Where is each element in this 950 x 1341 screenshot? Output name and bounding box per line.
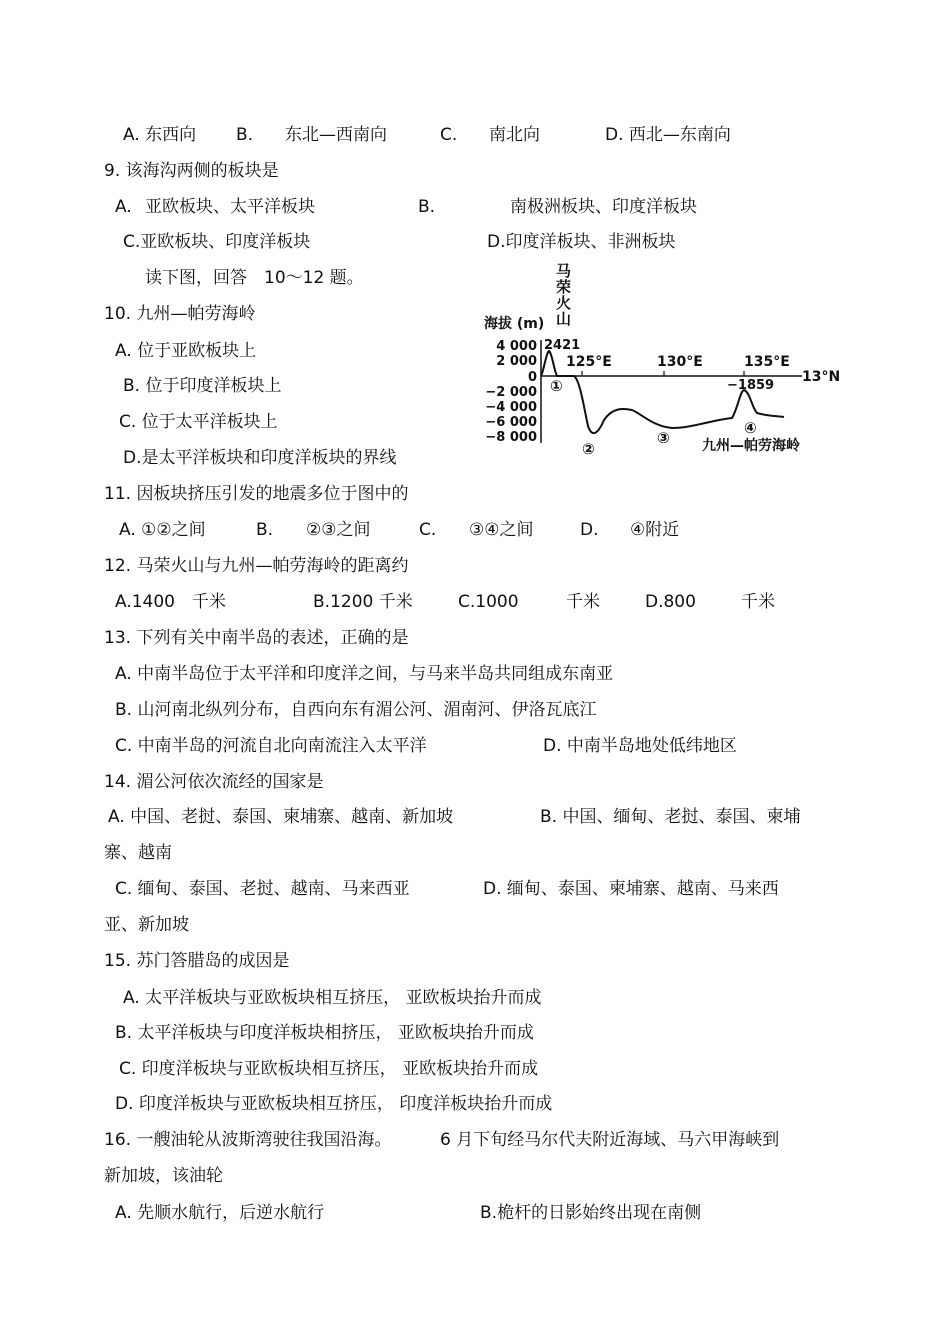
q14-option-a: A. 中国、老挝、泰国、柬埔寨、越南、新加坡: [108, 807, 454, 827]
y-tick-neg6000: −6 000: [485, 415, 537, 430]
q15-option-a: A. 太平洋板块与亚欧板块相互挤压， 亚欧板块抬升而成: [123, 988, 542, 1008]
q9-option-b-letter: B.: [418, 197, 436, 217]
q14-option-d: D. 缅甸、泰国、柬埔寨、越南、马来西: [483, 879, 779, 899]
q12-option-d: D.800: [645, 592, 696, 612]
q14-option-d-cont: 亚、新加坡: [104, 915, 189, 935]
q13-option-c: C. 中南半岛的河流自北向南流注入太平洋: [115, 736, 427, 756]
x-tick-130: 130°E: [657, 354, 703, 370]
x-tick-135: 135°E: [744, 354, 790, 370]
y-tick-neg8000: −8 000: [485, 430, 537, 445]
q9-option-a-letter: A.: [115, 197, 132, 217]
q13-option-b: B. 山河南北纵列分布，自西向东有湄公河、湄南河、伊洛瓦底江: [115, 700, 597, 720]
y-axis-title: 海拔 (m): [484, 316, 545, 332]
x-tick-125: 125°E: [566, 354, 612, 370]
question-16-line2: 新加坡，该油轮: [104, 1166, 223, 1186]
q12-option-d-unit: 千米: [741, 592, 775, 612]
q8-option-c: 南北向: [489, 125, 540, 145]
q10-option-a: A. 位于亚欧板块上: [115, 341, 257, 361]
q11-option-a: A. ①②之间: [119, 520, 206, 540]
ridge-label: 九州—帕劳海岭: [702, 438, 800, 454]
marker-4: ④: [744, 419, 757, 437]
question-14: 14. 湄公河依次流经的国家是: [104, 772, 324, 792]
q13-option-d: D. 中南半岛地处低纬地区: [543, 736, 737, 756]
volcano-label-3: 火: [556, 294, 572, 312]
q9-option-d: D.印度洋板块、非洲板块: [487, 232, 676, 252]
figure-intro: 读下图，回答 10～12 题。: [145, 268, 364, 288]
q15-option-b: B. 太平洋板块与印度洋板块相挤压， 亚欧板块抬升而成: [115, 1023, 534, 1043]
q9-option-a: 亚欧板块、太平洋板块: [145, 197, 315, 217]
q11-option-c: ③④之间: [469, 520, 534, 540]
q10-option-b: B. 位于印度洋板块上: [123, 376, 282, 396]
q8-option-c-letter: C.: [440, 125, 458, 145]
y-tick-neg4000: −4 000: [485, 400, 537, 415]
question-9: 9. 该海沟两侧的板块是: [104, 161, 279, 181]
q14-option-c: C. 缅甸、泰国、老挝、越南、马来西亚: [115, 879, 410, 899]
q14-option-b-cont: 寨、越南: [104, 843, 172, 863]
y-tick-0: 0: [527, 370, 537, 385]
y-tick-2000: 2 000: [496, 354, 537, 369]
q15-option-c: C. 印度洋板块与亚欧板块相互挤压， 亚欧板块抬升而成: [119, 1059, 539, 1079]
question-11: 11. 因板块挤压引发的地震多位于图中的: [104, 484, 409, 504]
marker-2: ②: [582, 440, 595, 458]
marker-3: ③: [657, 429, 670, 447]
q13-option-a: A. 中南半岛位于太平洋和印度洋之间，与马来半岛共同组成东南亚: [115, 664, 614, 684]
q9-option-c: C.亚欧板块、印度洋板块: [123, 232, 311, 252]
q9-option-b: 南极洲板块、印度洋板块: [510, 197, 697, 217]
question-16-cont: 6 月下旬经马尔代夫附近海域、马六甲海峡到: [440, 1130, 780, 1150]
question-13: 13. 下列有关中南半岛的表述，正确的是: [104, 628, 409, 648]
q11-option-b-letter: B.: [256, 520, 274, 540]
q11-option-d: ④附近: [630, 520, 680, 540]
trench-profile-figure: [482, 258, 842, 458]
marker-1: ①: [550, 377, 563, 395]
question-16: 16. 一艘油轮从波斯湾驶往我国沿海。: [104, 1130, 392, 1150]
q8-option-b-letter: B.: [236, 125, 254, 145]
q14-option-b: B. 中国、缅甸、老挝、泰国、柬埔: [540, 807, 801, 827]
q16-option-a: A. 先顺水航行，后逆水航行: [115, 1203, 325, 1223]
q12-option-a: A.1400 千米: [115, 592, 226, 612]
volcano-label-2: 荣: [556, 278, 572, 296]
q12-option-c: C.1000: [458, 592, 519, 612]
ridge-value: −1859: [727, 378, 775, 393]
y-tick-neg2000: −2 000: [485, 385, 537, 400]
q8-option-b: 东北—西南向: [285, 125, 387, 145]
q8-option-d: D. 西北—东南向: [605, 125, 731, 145]
q11-option-b: ②③之间: [306, 520, 371, 540]
q10-option-c: C. 位于太平洋板块上: [119, 412, 278, 432]
question-12: 12. 马荣火山与九州—帕劳海岭的距离约: [104, 556, 409, 576]
q12-option-b: B.1200 千米: [313, 592, 413, 612]
latitude-label: 13°N: [802, 369, 841, 385]
question-10: 10. 九州—帕劳海岭: [104, 304, 256, 324]
q11-option-c-letter: C.: [419, 520, 437, 540]
peak-value: 2421: [544, 338, 581, 353]
q11-option-d-letter: D.: [580, 520, 599, 540]
q12-option-c-unit: 千米: [566, 592, 600, 612]
y-tick-4000: 4 000: [496, 339, 537, 354]
question-15: 15. 苏门答腊岛的成因是: [104, 951, 290, 971]
q8-option-a: A. 东西向: [123, 125, 197, 145]
q10-option-d: D.是太平洋板块和印度洋板块的界线: [123, 448, 397, 468]
q15-option-d: D. 印度洋板块与亚欧板块相互挤压， 印度洋板块抬升而成: [115, 1094, 553, 1114]
volcano-label-4: 山: [556, 310, 572, 328]
q16-option-b: B.桅杆的日影始终出现在南侧: [480, 1203, 702, 1223]
volcano-label-1: 马: [556, 262, 572, 280]
